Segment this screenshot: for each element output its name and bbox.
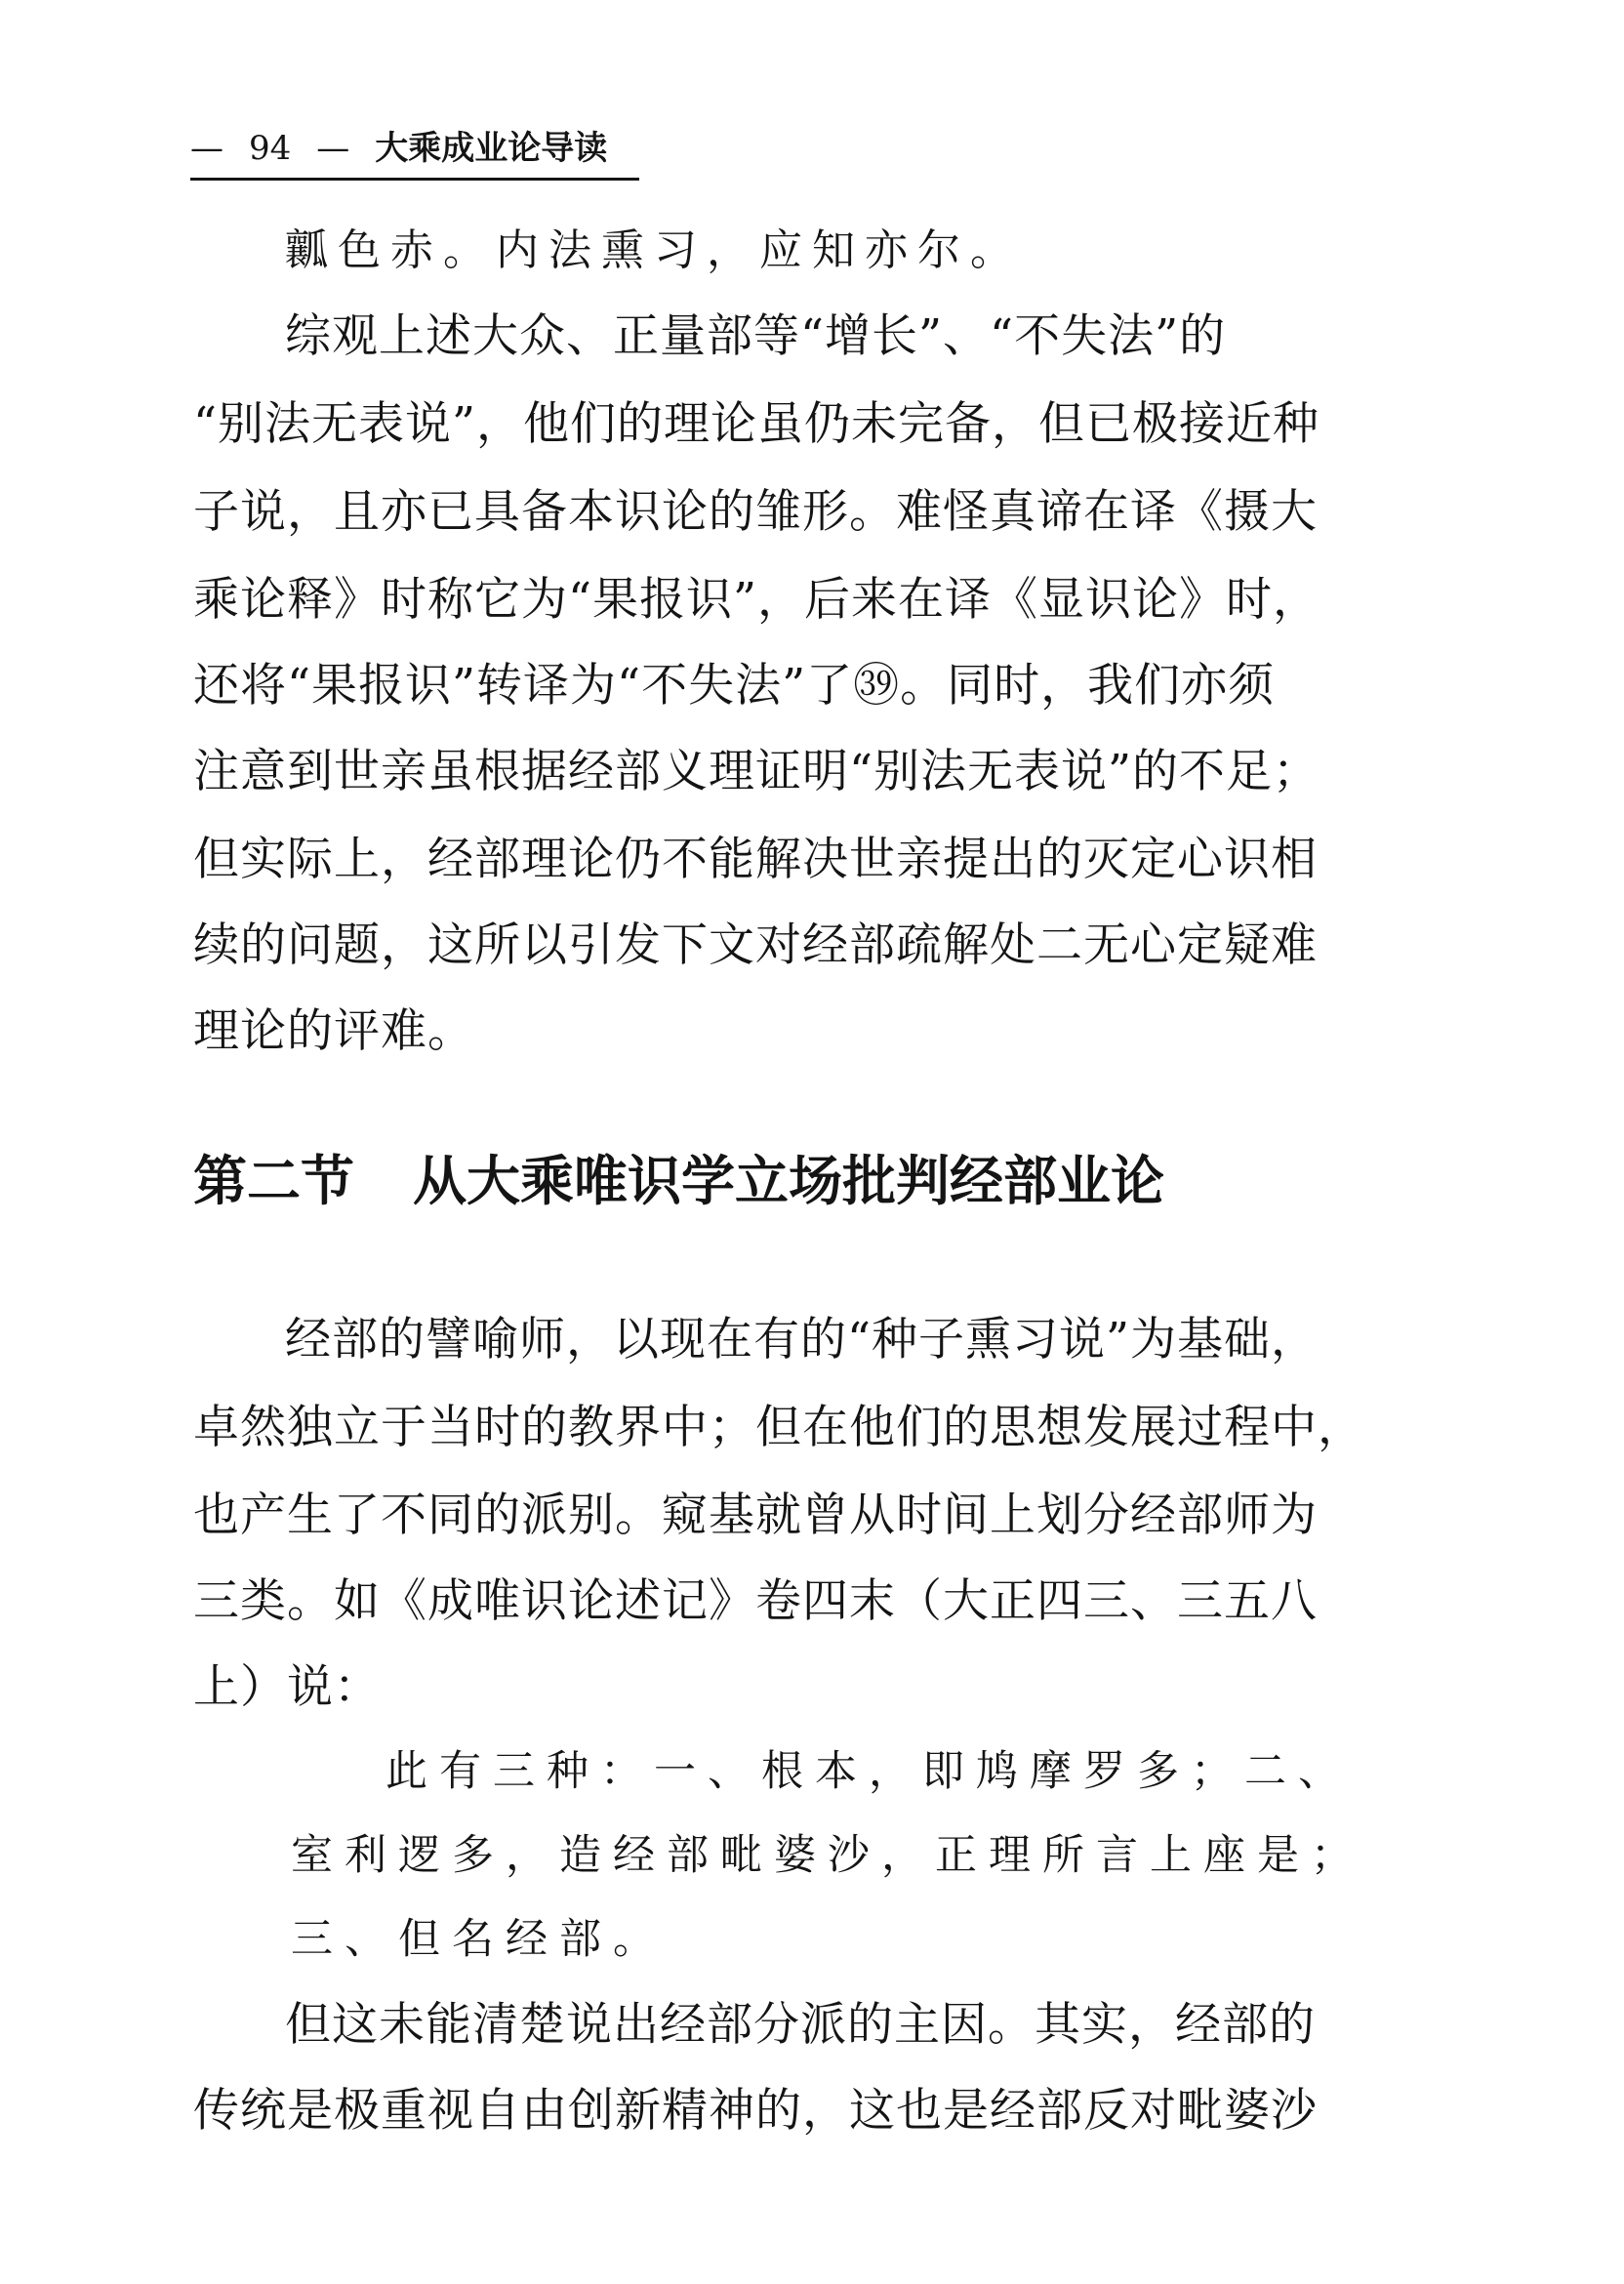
paragraph-line: 还将“果报识”转译为“不失法”了㊴。同时，我们亦须: [193, 659, 1276, 713]
section-heading: [193, 1142, 1399, 1220]
paragraph-line: 理论的评难。: [193, 1004, 474, 1058]
quote-tail-line: 瓤色赤。内法熏习，应知亦尔。: [285, 225, 1023, 275]
paragraph-line: 注意到世亲虽根据经部义理证明“别法无表说”的不足；: [193, 745, 1320, 798]
paragraph-line: 但这未能清楚说出经部分派的主因。其实，经部的: [285, 1998, 1316, 2052]
header-dash-left: —: [190, 129, 223, 168]
header-dash-right: —: [316, 129, 350, 168]
book-title: 大乘成业论导读: [375, 129, 608, 168]
paragraph-line: 也产生了不同的派别。窥基就曾从时间上划分经部师为: [193, 1489, 1318, 1542]
paragraph-line: 续的问题，这所以引发下文对经部疏解处二无心定疑难: [193, 918, 1318, 972]
block-quote-line: 室利逻多，造经部毗婆沙，正理所言上座是；: [291, 1831, 1364, 1880]
paragraph-line: 但实际上，经部理论仍不能解决世亲提出的灭定心识相: [193, 833, 1318, 886]
paragraph-line: 传统是极重视自由创新精神的，这也是经部反对毗婆沙: [193, 2084, 1318, 2138]
paragraph-line: 上）说：: [193, 1660, 381, 1714]
paragraph-line: 乘论释》时称它为“果报识”，后来在译《显识论》时，: [193, 573, 1320, 627]
page-number: 94: [249, 129, 292, 168]
section-label: 第二节: [193, 1150, 355, 1212]
paragraph-line: 卓然独立于当时的教界中；但在他们的思想发展过程中，: [193, 1401, 1364, 1454]
section-title: 从大乘唯识学立场批判经部业论: [413, 1150, 1165, 1212]
paragraph-line: 子说，且亦已具备本识论的雏形。难怪真谛在译《摄大: [193, 485, 1318, 539]
running-header: [190, 119, 639, 181]
block-quote-line: 此有三种：一、根本，即鸠摩罗多；二、: [386, 1747, 1352, 1796]
block-quote-line: 三、但名经部。: [291, 1915, 667, 1964]
paragraph-line: 综观上述大众、正量部等“增长”、“不失法”的: [285, 309, 1227, 363]
paragraph-line: 经部的譬喻师，以现在有的“种子熏习说”为基础，: [285, 1313, 1319, 1366]
paragraph-line: “别法无表说”，他们的理论虽仍未完备，但已极接近种: [193, 397, 1320, 451]
paragraph-line: 三类。如《成唯识论述记》卷四末（大正四三、三五八: [193, 1574, 1318, 1628]
